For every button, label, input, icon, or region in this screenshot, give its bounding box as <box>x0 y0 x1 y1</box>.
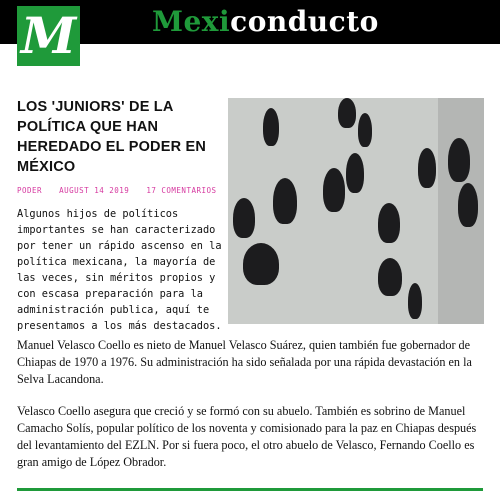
image-pedestrian <box>458 183 478 227</box>
article-image <box>228 98 484 324</box>
image-pedestrian <box>273 178 297 224</box>
brand-part-white: conducto <box>230 5 379 38</box>
image-pedestrian <box>358 113 372 147</box>
comments-link[interactable]: 17 COMENTARIOS <box>146 186 217 195</box>
site-brand[interactable] <box>152 6 379 38</box>
bottom-divider <box>17 488 483 491</box>
image-pedestrian <box>323 168 345 212</box>
article-title: LOS 'JUNIORS' DE LA POLÍTICA QUE HAN HEREDADO EL PODER EN MÉXICO <box>17 99 207 175</box>
article-paragraph: Manuel Velasco Coello es nieto de Manuel Velasco Suárez, quien también fue gobernador de Chiapas de 1970 a 1976. Su administración ha sido señalada por una rápida devastación en la Selva Lacandona. <box>17 338 472 386</box>
image-pedestrian <box>243 243 279 285</box>
image-pedestrian <box>378 258 402 296</box>
logo-letter: M <box>20 6 77 65</box>
image-pedestrian <box>233 198 255 238</box>
site-logo[interactable] <box>17 6 80 66</box>
image-pedestrian <box>263 108 279 146</box>
image-pedestrian <box>448 138 470 182</box>
article-paragraph: Velasco Coello asegura que creció y se formó con su abuelo. También es sobrino de Manuel Camacho Solís, popular político de los noventa y comisionado para la paz en Chiapas después del levantamiento del EZLN. Por si fuera poco, el otro abuelo de Velasco, Fernando Coello es gran amigo de López Obrador. <box>17 404 477 469</box>
article-date: AUGUST 14 2019 <box>59 186 130 195</box>
image-pedestrian <box>408 283 422 319</box>
category-link[interactable]: PODER <box>17 186 43 195</box>
brand-part-green: Mexi <box>152 5 231 38</box>
image-pedestrian <box>378 203 400 243</box>
image-pedestrian <box>346 153 364 193</box>
article-meta <box>17 186 227 195</box>
image-pedestrian <box>338 98 356 128</box>
article-excerpt: Algunos hijos de políticos importantes se han caracterizado por tener un rápido ascenso en la política mexicana, la mayoría de las veces, sin méritos propios y con escasa preparación para la administración publica, aquí te presentamos a los más destacados. <box>17 208 222 332</box>
image-pedestrian <box>418 148 436 188</box>
